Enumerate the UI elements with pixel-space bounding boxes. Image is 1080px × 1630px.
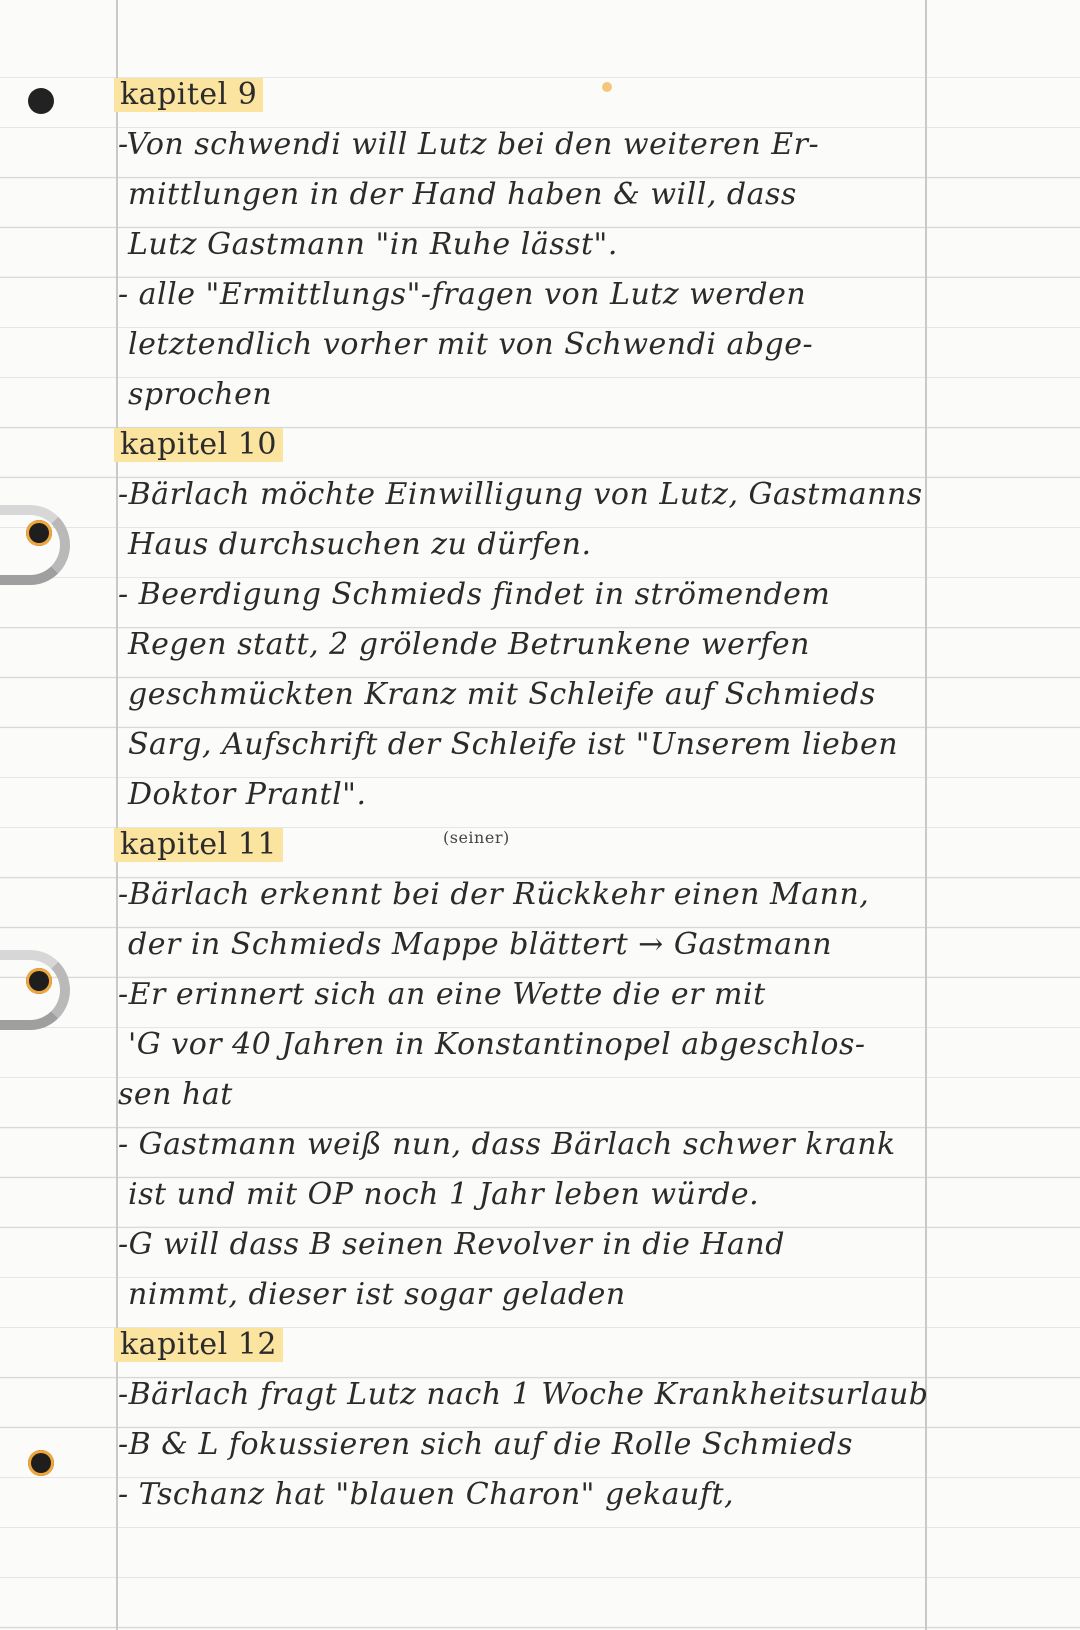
- chapter-heading: kapitel 12: [118, 1320, 948, 1370]
- punch-hole: [28, 88, 54, 114]
- note-line: -G will dass B seinen Revolver in die Hand: [118, 1227, 785, 1262]
- note-line: - Beerdigung Schmieds findet in strömendem: [118, 577, 831, 612]
- note-line: - Gastmann weiß nun, dass Bärlach schwer krank: [118, 1127, 896, 1162]
- punch-hole: [26, 968, 52, 994]
- note-line: geschmückten Kranz mit Schleife auf Schmieds: [128, 677, 876, 712]
- punch-hole: [28, 1450, 54, 1476]
- punch-hole: [26, 520, 52, 546]
- note-line: -Von schwendi will Lutz bei den weiteren Er-: [118, 127, 820, 162]
- note-line: -Bärlach erkennt bei der Rückkehr einen Mann,: [118, 877, 870, 912]
- inserted-word-note: (seiner): [443, 828, 510, 847]
- note-line: -Er erinnert sich an eine Wette die er mit: [118, 977, 766, 1012]
- note-line: letztendlich vorher mit von Schwendi abge-: [128, 327, 814, 362]
- chapter-heading: kapitel 11 (seiner): [118, 820, 948, 870]
- note-line: -Bärlach fragt Lutz nach 1 Woche Krankheitsurlaub: [118, 1377, 929, 1412]
- notes-content: [118, 70, 948, 1520]
- note-line: sprochen: [128, 377, 273, 412]
- note-line: sen hat: [118, 1077, 233, 1112]
- note-line: der in Schmieds Mappe blättert → Gastmann: [128, 927, 833, 962]
- note-line: -B & L fokussieren sich auf die Rolle Schmieds: [118, 1427, 853, 1462]
- note-line: Haus durchsuchen zu dürfen.: [128, 527, 592, 562]
- note-line: nimmt, dieser ist sogar geladen: [128, 1277, 626, 1312]
- chapter-heading: kapitel 10: [118, 420, 948, 470]
- note-line: Sarg, Aufschrift der Schleife ist "Unserem lieben: [128, 727, 899, 762]
- note-line: ist und mit OP noch 1 Jahr leben würde.: [128, 1177, 760, 1212]
- note-line: - Tschanz hat "blauen Charon" gekauft,: [118, 1477, 735, 1512]
- note-line: - alle "Ermittlungs"-fragen von Lutz werden: [118, 277, 807, 312]
- note-line: 'G vor 40 Jahren in Konstantinopel abgeschlos-: [128, 1027, 866, 1062]
- note-line: Doktor Prantl".: [128, 777, 367, 812]
- chapter-heading: kapitel 9: [118, 70, 948, 120]
- note-line: -Bärlach möchte Einwilligung von Lutz, Gastmanns: [118, 477, 923, 512]
- note-line: Regen statt, 2 grölende Betrunkene werfen: [128, 627, 810, 662]
- note-line: Lutz Gastmann "in Ruhe lässt".: [128, 227, 618, 262]
- note-line: mittlungen in der Hand haben & will, dass: [128, 177, 797, 212]
